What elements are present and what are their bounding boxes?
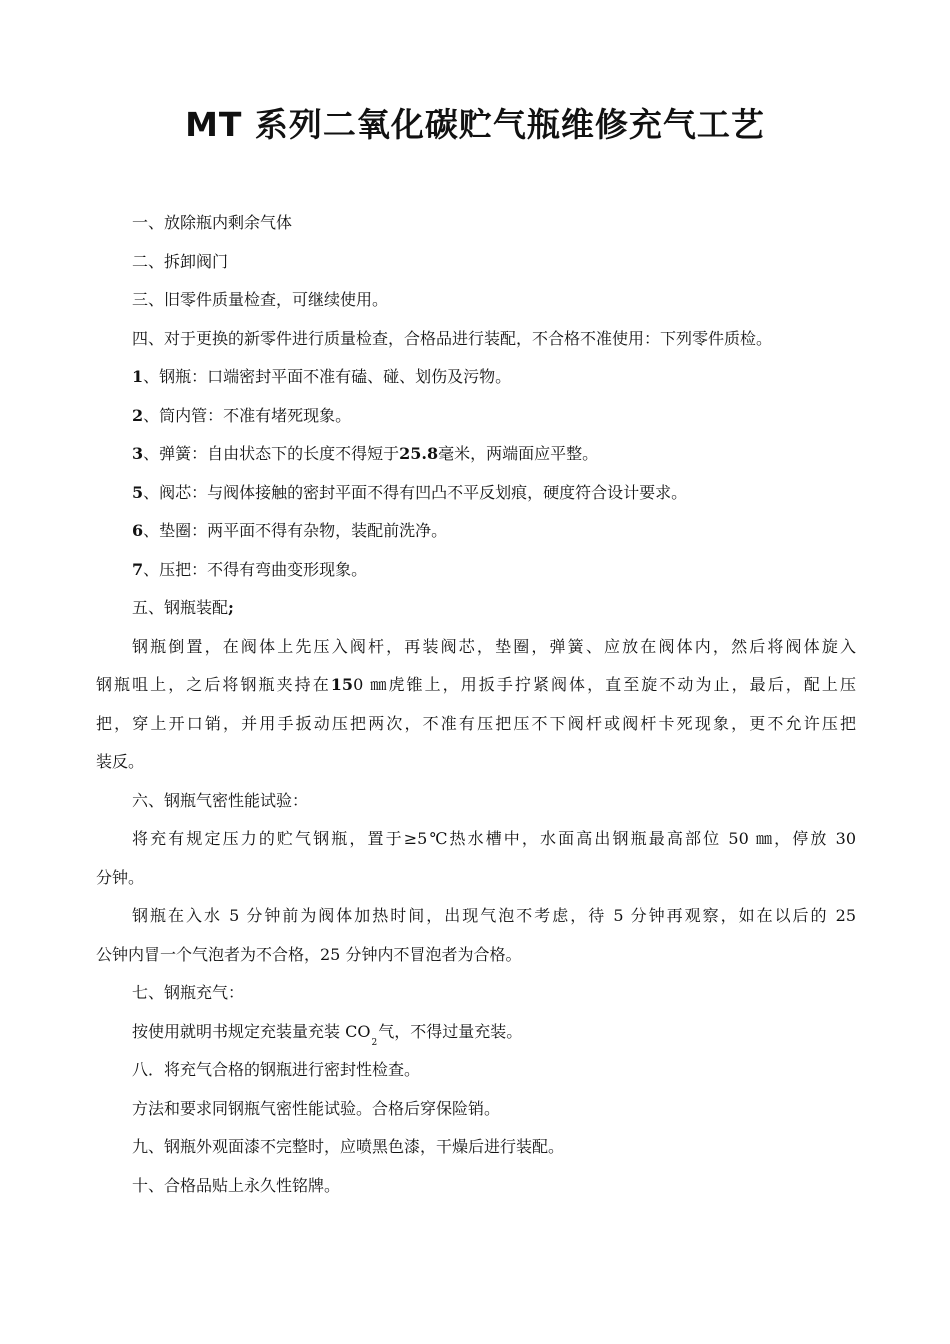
item-7 (96, 551, 856, 590)
item-5 (96, 474, 856, 513)
document-title: MT 系列二氧化碳贮气瓶维修充气工艺 (185, 105, 765, 144)
item-3-value: 25.8 (399, 444, 439, 463)
item-3-number: 3 (132, 444, 144, 463)
item-5-text: 、阀芯：与阀体接触的密封平面不得有凹凸不平反划痕，硬度符合设计要求。 (143, 482, 688, 502)
assembly-paragraph-line-3: 把，穿上开口销，并用手扳动压把两次，不准有压把压不下阀杆或阀杆卡死现象，更不允许压把 (96, 713, 856, 733)
item-1-text: 、钢瓶：口端密封平面不准有磕、碰、划伤及污物。 (143, 367, 512, 386)
item-6 (96, 512, 856, 551)
item-3 (96, 435, 856, 474)
item-3-text-b: 毫米，两端面应平整。 (438, 444, 599, 463)
item-7-number: 7 (132, 559, 144, 579)
document-body (96, 204, 856, 1205)
item-5-number: 5 (132, 482, 144, 502)
item-6-number: 6 (132, 521, 144, 540)
charging-text-b: 气，不得过量充装。 (378, 1021, 523, 1041)
assembly-line-2-rest: 0 ㎜虎锥上，用扳手拧紧阀体，直至旋不动为止，最后，配上压 (353, 675, 856, 694)
item-3-text-a: 、弹簧：自由状态下的长度不得短于 (143, 444, 400, 463)
item-1-number: 1 (132, 367, 144, 386)
assembly-paragraph-line-1: 钢瓶倒置，在阀体上先压入阀杆，再装阀芯，垫圈，弹簧、应放在阀体内，然后将阀体旋入 (132, 636, 856, 656)
section-4: 四、对于更换的新零件进行质量检查，合格品进行装配，不合格不准使用：下列零件质检。 (132, 328, 773, 348)
section-2: 二、拆卸阀门 (132, 251, 229, 271)
section-7: 七、钢瓶充气： (132, 983, 245, 1002)
item-2-text: 、筒内管：不准有堵死现象。 (143, 405, 352, 425)
item-7-text: 、压把：不得有弯曲变形现象。 (143, 559, 368, 579)
section-9: 九、钢瓶外观面漆不完整时，应喷黑色漆，干燥后进行装配。 (132, 1137, 565, 1156)
airtight-paragraph-1-line-2: 分钟。 (96, 867, 145, 887)
item-2 (96, 397, 856, 436)
section-10: 十、合格品贴上永久性铭牌。 (132, 1175, 341, 1195)
airtight-paragraph-1-line-1: 将充有规定压力的贮气钢瓶，置于≥5℃热水槽中，水面高出钢瓶最高部位 50 ㎜，停放 30 (132, 829, 856, 848)
assembly-paragraph-line-2 (96, 666, 856, 705)
co2-subscript: 2 (371, 1037, 378, 1048)
section-5 (96, 589, 856, 628)
charging-paragraph (96, 1013, 856, 1052)
airtight-paragraph-2-line-1: 钢瓶在入水 5 分钟前为阀体加热时间，出现气泡不考虑，待 5 分钟再观察，如在以后的 25 (132, 906, 856, 925)
charging-text-a: 按使用就明书规定充装量充装 CO (132, 1021, 371, 1041)
item-2-number: 2 (132, 405, 144, 425)
section-5-semicolon: ; (228, 598, 234, 617)
section-8-paragraph: 方法和要求同钢瓶气密性能试验。合格后穿保险销。 (132, 1098, 501, 1118)
item-1 (96, 358, 856, 397)
assembly-line-2-text: 钢瓶咀上，之后将钢瓶夹持在 (96, 675, 331, 694)
section-5-text: 五、钢瓶装配 (132, 598, 229, 617)
section-1: 一、放除瓶内剩余气体 (132, 213, 293, 232)
assembly-line-2-number: 15 (330, 675, 354, 694)
section-8: 八．将充气合格的钢瓶进行密封性检查。 (132, 1060, 421, 1079)
item-6-text: 、垫圈：两平面不得有杂物，装配前洗净。 (143, 521, 448, 540)
assembly-paragraph-line-4: 装反。 (96, 752, 145, 771)
section-6: 六、钢瓶气密性能试验： (132, 790, 309, 810)
airtight-paragraph-2-line-2: 公钟内冒一个气泡者为不合格，25 分钟内不冒泡者为合格。 (96, 944, 522, 964)
section-3: 三、旧零件质量检查，可继续使用。 (132, 290, 389, 309)
